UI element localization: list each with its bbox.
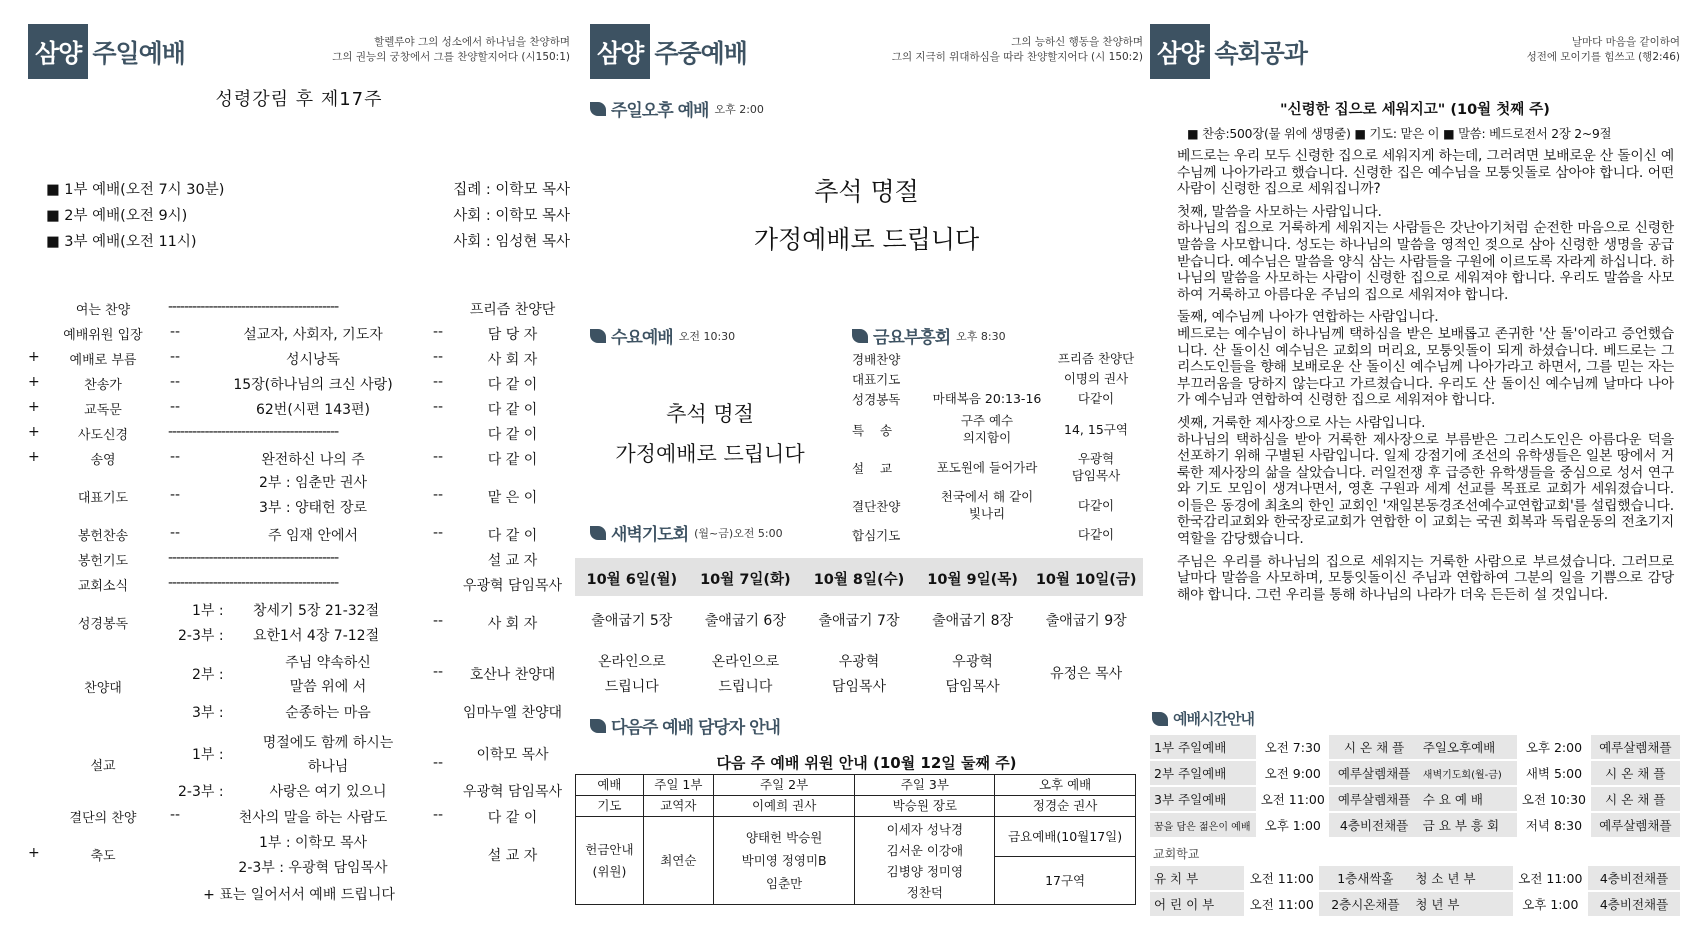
friday-item: 성경봉독 — [852, 392, 901, 407]
sunday-afternoon-heading — [590, 96, 764, 121]
table-cell: 주일오후예배 — [1419, 735, 1518, 759]
dash: -- — [170, 399, 181, 415]
order-item: 사도신경 — [77, 428, 129, 443]
order-row-choir — [28, 650, 570, 728]
table-cell: 2부 주일예배 — [1150, 761, 1256, 785]
order-leader: 다 같 이 — [487, 452, 538, 468]
service-name: ■ 1부 예배(오전 7시 30분) — [46, 182, 225, 198]
dawn-scripture: 출애굽기 8장 — [932, 613, 1014, 629]
next-week-table-wrap — [575, 774, 1136, 905]
dash: -- — [433, 374, 444, 390]
order-leader: 설 교 자 — [487, 553, 538, 569]
logo-title: 주중예배 — [654, 38, 747, 68]
header-verse: 그의 능하신 행동을 찬양하며 그의 지극히 위대하심을 따라 찬양할지어다 (시 150:2) — [891, 36, 1143, 63]
logo-mark: 삼양 — [28, 24, 88, 79]
order-item: 여는 찬양 — [75, 303, 131, 318]
leaf-icon — [590, 526, 606, 540]
section-title: 예배시간안내 — [1173, 710, 1254, 728]
dawn-leader: 온라인으로 드립니다 — [711, 654, 780, 695]
wednesday-notice-line1: 추석 명절 — [666, 402, 754, 426]
friday-item: 대표기도 — [852, 372, 901, 387]
dawn-scripture: 출애굽기 7장 — [818, 613, 900, 629]
friday-leader: 다같이 — [1077, 527, 1115, 542]
friday-leader: 우광혁 담임목사 — [1071, 451, 1121, 483]
table-cell: 이세자 성낙경 김서운 이강애 김병양 정미영 정찬덕 — [855, 817, 995, 905]
table-cell: 오전 11:00 — [1249, 897, 1314, 912]
dawn-scripture: 출애굽기 6장 — [704, 613, 786, 629]
service-leader: 집례 : 이학모 목사 — [453, 182, 570, 198]
dawn-leader: 유정은 목사 — [1050, 666, 1123, 682]
friday-item: 설 교 — [852, 461, 893, 476]
sunday-service-column — [28, 0, 570, 945]
leaf-icon — [852, 329, 868, 343]
table-cell: 어 린 이 부 — [1150, 892, 1244, 916]
table-cell: 꿈을 담은 젊은이 예배 — [1150, 813, 1256, 837]
part-label: 2-3부 : — [178, 784, 224, 800]
friday-row — [852, 526, 1143, 542]
order-row — [28, 348, 570, 368]
table-cell: 청 년 부 — [1411, 892, 1512, 916]
dawn-day: 10월 7일(화) — [700, 572, 791, 588]
table-cell: 기도 — [576, 796, 644, 817]
table-cell: 예루살렘채플 — [1329, 761, 1418, 785]
dash: -- — [433, 399, 444, 415]
friday-row — [852, 390, 1143, 406]
table-cell: 저녁 8:30 — [1525, 818, 1583, 833]
friday-content: 포도원에 들어가라 — [936, 460, 1038, 475]
part-label: 2-3부 : — [178, 628, 224, 644]
order-item: 교독문 — [84, 403, 122, 418]
dawn-leader: 온라인으로 드립니다 — [597, 654, 666, 695]
table-row — [1150, 735, 1680, 759]
dash: -- — [433, 449, 444, 465]
table-cell: 예루살렘채플 — [1591, 735, 1680, 759]
dash: -- — [433, 755, 444, 771]
table-cell: 예루살렘채플 — [1329, 787, 1418, 811]
times-heading — [1152, 708, 1254, 729]
reading-text: 요한1서 4장 7-12절 — [253, 628, 380, 644]
order-row — [28, 323, 570, 343]
table-cell: 오후 2:00 — [1525, 740, 1583, 755]
dash: -- — [170, 349, 181, 365]
table-cell: 오전 11:00 — [1518, 871, 1583, 886]
dawn-scripture: 출애굽기 5장 — [591, 613, 673, 629]
table-cell: 교역자 — [643, 796, 713, 817]
order-item: 예배로 부름 — [69, 353, 137, 368]
table-cell: 3부 주일예배 — [1150, 787, 1256, 811]
dawn-scripture: 출애굽기 9장 — [1045, 613, 1127, 629]
part-label: 1부 : — [192, 603, 224, 619]
table-cell: 오전 7:30 — [1264, 740, 1321, 755]
table-cell: 시 온 채 플 — [1591, 761, 1680, 785]
lesson-info: ■ 찬송:500장(물 위에 생명줄) ■ 기도: 맡은 이 ■ 말씀: 베드로전서 2장 2~9절 — [1187, 127, 1612, 141]
order-leader: 우광혁 담임목사 — [462, 578, 563, 594]
order-content: 설교자, 사회자, 기도자 — [243, 327, 383, 343]
order-content: 62번(시편 143편) — [255, 402, 370, 418]
table-cell: 양태헌 박승원 박미영 정영미B 임춘만 — [713, 817, 855, 905]
stand-mark: + — [28, 424, 40, 440]
order-item: 찬송가 — [84, 378, 122, 393]
dash: -- — [170, 374, 181, 390]
table-cell: 헌금안내 (위원) — [576, 817, 644, 905]
order-row-reading — [28, 598, 570, 648]
prayer-line: 3부 : 양태헌 장로 — [258, 500, 368, 516]
next-week-caption: 다음 주 예배 위원 안내 (10월 12일 둘째 주) — [716, 754, 1017, 772]
dawn-leader: 우광혁 담임목사 — [831, 654, 887, 695]
section-title: 금요부흥회 — [873, 328, 951, 348]
table-row — [576, 817, 1136, 857]
paragraph-third: 셋째, 거룩한 제사장으로 사는 사람입니다. 하나님의 택하심을 받아 거룩한 제사장으로 부름받은 그리스도인은 아름다운 덕을 선포하기 위해 구별된 사람입니다. 일제 강점기에 조선의 유학생들은 일본 땅에서 거룩한 제사장의 삶을 살았습니다. 러일전쟁 후 급증한 유학생들을 중심으로 성서 연구와 기도 모임이 생겨나면서, 영혼 구원과 세계 선교를 목표로 교회가 세워졌습니다. 이들은 동경에 최초의 한인 교회인 '재일본동경조선예수교연합교회'를 설립했습니다. 한국감리교회와 한국장로교회가 연합한 이 교회는 국권 회복과 독립운동의 전초기지 역할을 감당했습니다. — [1177, 414, 1674, 548]
order-content: 15장(하나님의 크신 사랑) — [233, 377, 393, 393]
order-row-resolve — [28, 806, 570, 826]
friday-item: 경배찬양 — [852, 352, 901, 367]
order-item: 봉헌기도 — [77, 554, 129, 569]
table-cell: 4층비전채플 — [1588, 866, 1680, 890]
table-row — [1150, 787, 1680, 811]
dash: -- — [170, 449, 181, 465]
table-cell: 오후 1:00 — [1522, 897, 1579, 912]
order-leader: 프리즘 찬양단 — [469, 302, 556, 318]
table-cell: 수 요 예 배 — [1419, 787, 1518, 811]
table-row — [576, 775, 1136, 796]
order-leader: 다 같 이 — [487, 402, 538, 418]
order-leader: 다 같 이 — [487, 528, 538, 544]
divider-line: ------------------------------------------ — [168, 299, 339, 315]
order-item: 찬양대 — [84, 681, 122, 696]
table-header-cell: 오후 예배 — [995, 775, 1136, 796]
part-label: 3부 : — [192, 705, 224, 721]
order-leader: 다 같 이 — [487, 377, 538, 393]
sermon-title: 사랑은 여기 있으니 — [269, 784, 387, 800]
leaf-icon — [590, 719, 606, 733]
dash: -- — [170, 324, 181, 340]
afternoon-notice-line2: 가정예배로 드립니다 — [753, 225, 980, 254]
header-verse: 할렐루야 그의 성소에서 하나님을 찬양하며 그의 권능의 궁창에서 그를 찬양할지어다 (시150:1) — [332, 36, 570, 63]
service-name: ■ 3부 예배(오전 11시) — [46, 234, 197, 250]
order-row — [28, 524, 570, 544]
order-item: 교회소식 — [77, 579, 129, 594]
order-row-sermon — [28, 730, 570, 802]
table-cell: 4층비전채플 — [1588, 892, 1680, 916]
dash: -- — [433, 324, 444, 340]
section-time: (월~금)오전 5:00 — [694, 526, 783, 540]
service-times-table — [1150, 733, 1680, 918]
lesson-logo — [1150, 23, 1307, 80]
friday-row — [852, 350, 1143, 366]
logo-title: 주일예배 — [92, 38, 185, 68]
table-cell: 오전 10:30 — [1521, 792, 1587, 807]
table-cell: 시 온 채 플 — [1591, 787, 1680, 811]
dawn-day: 10월 6일(월) — [586, 572, 678, 588]
friday-content: 구주 예수 의지함이 — [960, 413, 1014, 445]
service-name: ■ 2부 예배(오전 9시) — [46, 208, 188, 224]
prayer-line: 2부 : 임춘만 권사 — [258, 475, 368, 491]
order-row — [28, 373, 570, 393]
sunday-title: 성령강림 후 제17주 — [215, 89, 383, 110]
order-item: 예배위원 입장 — [63, 328, 143, 343]
order-leader: 사 회 자 — [487, 616, 538, 632]
wednesday-notice-line2: 가정예배로 드립니다 — [615, 442, 805, 466]
table-cell: 청 소 년 부 — [1411, 866, 1512, 890]
table-cell: 유 치 부 — [1150, 866, 1244, 890]
divider-line: ------------------------------------------ — [168, 424, 339, 440]
table-cell: 1층새싹홀 — [1319, 866, 1411, 890]
stand-mark: + — [28, 374, 40, 390]
leaf-icon — [1152, 712, 1168, 726]
friday-leader: 이명의 권사 — [1063, 371, 1129, 386]
friday-row — [852, 370, 1143, 386]
section-time: 오후 2:00 — [714, 102, 764, 116]
order-row — [28, 298, 570, 318]
choir-name: 호산나 찬양대 — [469, 667, 556, 683]
order-leader: 설 교 자 — [487, 848, 538, 864]
sermon-title: 하나님 — [307, 759, 349, 775]
order-leader: 맡 은 이 — [487, 490, 538, 506]
sunday-logo — [28, 23, 185, 80]
weekday-service-column — [585, 0, 1143, 945]
table-cell: 새벽기도회(월-금) — [1419, 761, 1518, 785]
order-item: 송영 — [90, 453, 116, 468]
dawn-day: 10월 10일(금) — [1035, 572, 1137, 588]
preacher: 우광혁 담임목사 — [462, 784, 563, 800]
paragraph-intro: 베드로는 우리 모두 신령한 집으로 세워지게 하는데, 그러려면 보배로운 산 돌이신 예수님께 나아가라고 했습니다. 신령한 집은 예수님을 모퉁잇돌로 삼아야 합니다. 어떤 사람이 신령한 집으로 세워집니까? — [1177, 148, 1674, 198]
order-row-prayer — [28, 472, 570, 520]
order-leader: 다 같 이 — [487, 810, 538, 826]
table-header-cell: 주일 3부 — [855, 775, 995, 796]
order-content: 천사의 말을 하는 사람도 — [238, 810, 388, 826]
order-row — [28, 549, 570, 569]
divider-line: ------------------------------------------ — [168, 575, 339, 591]
friday-item: 특 송 — [852, 423, 893, 438]
table-header-cell: 주일 1부 — [643, 775, 713, 796]
table-cell: 오후 1:00 — [1264, 818, 1321, 833]
dash: -- — [433, 613, 444, 629]
friday-heading — [852, 323, 1006, 348]
table-cell: 17구역 — [995, 857, 1136, 905]
stand-mark: + — [28, 449, 40, 465]
table-row — [1150, 892, 1680, 916]
friday-content: 마태복음 20:13-16 — [932, 391, 1042, 406]
afternoon-notice-line1: 추석 명절 — [814, 177, 919, 206]
friday-leader: 다같이 — [1077, 391, 1115, 406]
table-cell: 금 요 부 흥 회 — [1419, 813, 1518, 837]
wednesday-heading — [590, 323, 735, 348]
order-item: 대표기도 — [77, 491, 129, 506]
table-header-cell: 예배 — [576, 775, 644, 796]
order-row — [28, 574, 570, 594]
dawn-prayer-heading — [590, 520, 783, 545]
table-header-cell: 주일 2부 — [713, 775, 855, 796]
part-label: 1부 : — [192, 747, 224, 763]
order-content: 완전하신 나의 주 — [261, 452, 365, 468]
divider-line: ------------------------------------------ — [168, 550, 339, 566]
section-title: 수요예배 — [611, 328, 673, 348]
table-cell: 최연순 — [643, 817, 713, 905]
order-item: 성경봉독 — [77, 617, 129, 632]
dash: -- — [433, 525, 444, 541]
logo-mark: 삼양 — [1150, 24, 1210, 79]
table-cell: 박승원 장로 — [855, 796, 995, 817]
paragraph-conclusion: 주님은 우리를 하나님의 집으로 세워지는 거룩한 사람으로 부르셨습니다. 그러므로 날마다 말씀을 사모하며, 모퉁잇돌이신 주님과 연합하여 그분의 일을 기쁨으로 감당해야 합니다. 그런 우리를 통해 하나님의 나라가 더욱 든든히 설 것입니다. — [1177, 553, 1674, 603]
section-time: 오전 10:30 — [678, 329, 736, 343]
section-title: 다음주 예배 담당자 안내 — [611, 718, 780, 738]
section-title: 주일오후 예배 — [611, 101, 709, 121]
stand-mark: + — [28, 399, 40, 415]
next-week-table — [575, 774, 1136, 905]
sermon-title: 명절에도 함께 하시는 — [262, 735, 394, 751]
header-verse: 날마다 마음을 같이하여 성전에 모이기를 힘쓰고 (행2:46) — [1526, 36, 1680, 63]
logo-mark: 삼양 — [590, 24, 650, 79]
order-item: 축도 — [90, 849, 116, 864]
order-row — [28, 423, 570, 443]
order-leader: 사 회 자 — [487, 352, 538, 368]
choir-song: 말씀 위에 서 — [289, 679, 367, 695]
choir-name: 임마누엘 찬양대 — [462, 705, 563, 721]
paragraph-second: 둘째, 예수님께 나아가 연합하는 사람입니다. 베드로는 예수님이 하나님께 택하심을 받은 보배롭고 존귀한 '산 돌'이라고 증언했습니다. 산 돌이신 예수님은 교회의 머리요, 모퉁잇돌이 되게 하셨습니다. 베드로는 그리스도인들을 향해 보배로운 산 돌이신 예수님께 나아가라고 하면서, 그를 믿는 자는 부끄러움을 당하지 않는다고 가르쳤습니다. 우리도 산 돌이신 예수님께 날마다 나아가 예수님과 연합하여 신령한 집으로 세워져야 합니다. — [1177, 309, 1674, 409]
friday-leader: 14, 15구역 — [1064, 422, 1128, 437]
paragraph-first: 첫째, 말씀을 사모하는 사람입니다. 하나님의 집으로 거룩하게 세워지는 사람들은 갓난아기처럼 순전한 마음으로 신령한 말씀을 사모합니다. 성도는 하나님의 말씀을 영적인 젖으로 삼아 신령한 생명을 공급받습니다. 예수님은 말씀을 양식 삼는 사람들을 구원에 이르도록 자라게 하십니다. 하나님의 말씀을 사모하는 사람이 신령한 집으로 세워져야 합니다. 우리도 말씀을 사모하여 거룩하고 아름다운 주님의 집으로 세워져야 합니다. — [1177, 203, 1674, 303]
order-leader: 다 같 이 — [487, 427, 538, 443]
reading-text: 창세기 5장 21-32절 — [253, 603, 380, 619]
table-cell: 오전 11:00 — [1249, 871, 1314, 886]
table-cell: 2층시온채플 — [1319, 892, 1411, 916]
table-row — [1150, 813, 1680, 837]
dash: -- — [170, 487, 181, 503]
table-cell: 4층비전채플 — [1329, 813, 1418, 837]
church-school-label: 교회학교 — [1153, 847, 1200, 861]
times-table — [1150, 733, 1680, 839]
lesson-title: "신령한 집으로 세워지고" (10월 첫째 주) — [1280, 102, 1550, 118]
benediction-line: 1부 : 이학모 목사 — [258, 835, 368, 851]
cell-lesson-column — [1150, 0, 1680, 945]
order-item: 결단의 찬양 — [69, 811, 137, 826]
next-week-heading — [590, 713, 780, 738]
part-label: 2부 : — [192, 667, 224, 683]
dash: -- — [433, 487, 444, 503]
order-leader: 담 당 자 — [487, 327, 538, 343]
friday-content: 천국에서 해 같이 빛나리 — [940, 489, 1034, 521]
order-item: 봉헌찬송 — [77, 529, 129, 544]
table-cell: 오전 11:00 — [1260, 792, 1325, 807]
table-cell: 이예희 권사 — [713, 796, 855, 817]
table-cell: 1부 주일예배 — [1150, 735, 1256, 759]
dash: -- — [433, 664, 444, 680]
order-row — [28, 398, 570, 418]
dawn-day: 10월 8일(수) — [813, 572, 905, 588]
lesson-article — [1177, 148, 1674, 603]
preacher: 이학모 목사 — [476, 747, 549, 763]
dawn-leader: 우광혁 담임목사 — [945, 654, 1000, 695]
table-row — [1150, 866, 1680, 890]
dash: -- — [170, 807, 181, 823]
friday-leader: 프리즘 찬양단 — [1057, 351, 1135, 366]
table-cell: 금요예배(10월17일) — [995, 817, 1136, 857]
stand-mark: + — [28, 349, 40, 365]
logo-title: 속회공과 — [1214, 38, 1307, 68]
table-cell: 새벽 5:00 — [1525, 766, 1583, 781]
order-row — [28, 448, 570, 468]
dawn-day: 10월 9일(목) — [927, 572, 1018, 588]
dash: -- — [433, 807, 444, 823]
leaf-icon — [590, 329, 606, 343]
table-cell: 정경순 권사 — [995, 796, 1136, 817]
friday-leader: 다같이 — [1077, 498, 1115, 513]
table-row — [1150, 761, 1680, 785]
dawn-days-bar — [575, 558, 1143, 596]
section-time: 오후 8:30 — [956, 329, 1006, 343]
benediction-line: 2-3부 : 우광혁 담임목사 — [238, 860, 388, 876]
table-cell: 시 온 채 플 — [1329, 735, 1418, 759]
friday-row — [852, 450, 1143, 484]
leaf-icon — [590, 102, 606, 116]
table-cell: 오전 9:00 — [1264, 766, 1321, 781]
service-leader: 사회 : 임성현 목사 — [453, 234, 570, 250]
dash: -- — [433, 349, 444, 365]
weekday-logo — [590, 23, 747, 80]
service-leader: 사회 : 이학모 목사 — [453, 208, 570, 224]
order-item: 설교 — [90, 759, 116, 774]
lesson-header — [1150, 23, 1680, 80]
church-school-table — [1150, 864, 1680, 918]
order-content: 주 임재 안에서 — [267, 528, 359, 544]
friday-row — [852, 488, 1143, 522]
table-cell: 예루살렘채플 — [1591, 813, 1680, 837]
weekday-header — [590, 23, 1143, 80]
choir-song: 순종하는 마음 — [285, 705, 371, 721]
order-row-benediction — [28, 831, 570, 881]
choir-song: 주님 약속하신 — [285, 655, 371, 671]
table-row — [576, 796, 1136, 817]
order-content: 성시낭독 — [285, 352, 341, 368]
dash: -- — [170, 525, 181, 541]
stand-mark: + — [28, 845, 40, 861]
friday-item: 결단찬양 — [852, 499, 901, 514]
section-title: 새벽기도회 — [611, 525, 689, 545]
friday-row — [852, 412, 1143, 446]
standing-note: + 표는 일어서서 예배 드립니다 — [203, 887, 395, 903]
sunday-header — [28, 23, 570, 80]
friday-item: 합심기도 — [852, 528, 901, 543]
